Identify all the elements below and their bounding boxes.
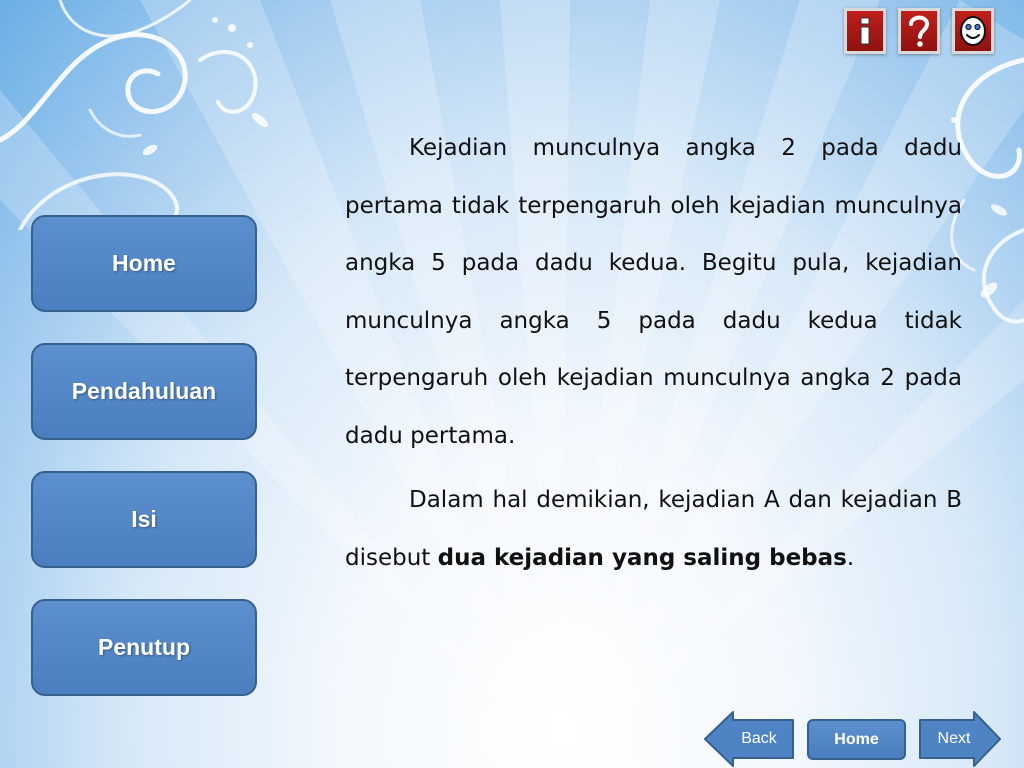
- top-toolbar: [844, 8, 994, 54]
- sidebar-item-pendahuluan[interactable]: [31, 343, 257, 440]
- info-icon: [850, 14, 880, 48]
- back-button[interactable]: [703, 710, 795, 768]
- paragraph-2-text: Dalam hal demikian, kejadian A dan kejadian B disebut: [345, 487, 962, 571]
- main-content: [345, 120, 962, 594]
- paragraph-2-end: .: [846, 544, 855, 571]
- smiley-icon: [957, 13, 989, 49]
- sidebar-item-label: Pendahuluan: [71, 378, 217, 404]
- sidebar-item-home[interactable]: [31, 215, 257, 312]
- smiley-button[interactable]: [952, 8, 994, 54]
- help-button[interactable]: [898, 8, 940, 54]
- decorative-swirl-left: [0, 0, 300, 230]
- home-button[interactable]: [807, 719, 906, 760]
- paragraph-2-bold-term: dua kejadian yang saling bebas: [437, 544, 847, 571]
- home-label: Home: [834, 730, 879, 748]
- sidebar-item-label: Isi: [131, 506, 157, 532]
- help-icon: [904, 12, 934, 50]
- sidebar-item-label: Home: [112, 250, 176, 276]
- paragraph-2: [345, 472, 962, 587]
- sidebar-item-label: Penutup: [98, 634, 190, 660]
- sidebar-item-isi[interactable]: [31, 471, 257, 568]
- info-button[interactable]: [844, 8, 886, 54]
- next-label: Next: [937, 730, 971, 747]
- back-label: Back: [741, 730, 777, 747]
- paragraph-1: Kejadian munculnya angka 2 pada dadu pertama tidak terpengaruh oleh kejadian munculnya angka 5 pada dadu kedua. Begitu pula, kejadian munculnya angka 5 pada dadu kedua tidak terpengaruh oleh kejadian munculnya angka 2 pada dadu pertama.: [345, 135, 962, 449]
- sidebar-item-penutup[interactable]: [31, 599, 257, 696]
- next-button[interactable]: [918, 710, 1002, 768]
